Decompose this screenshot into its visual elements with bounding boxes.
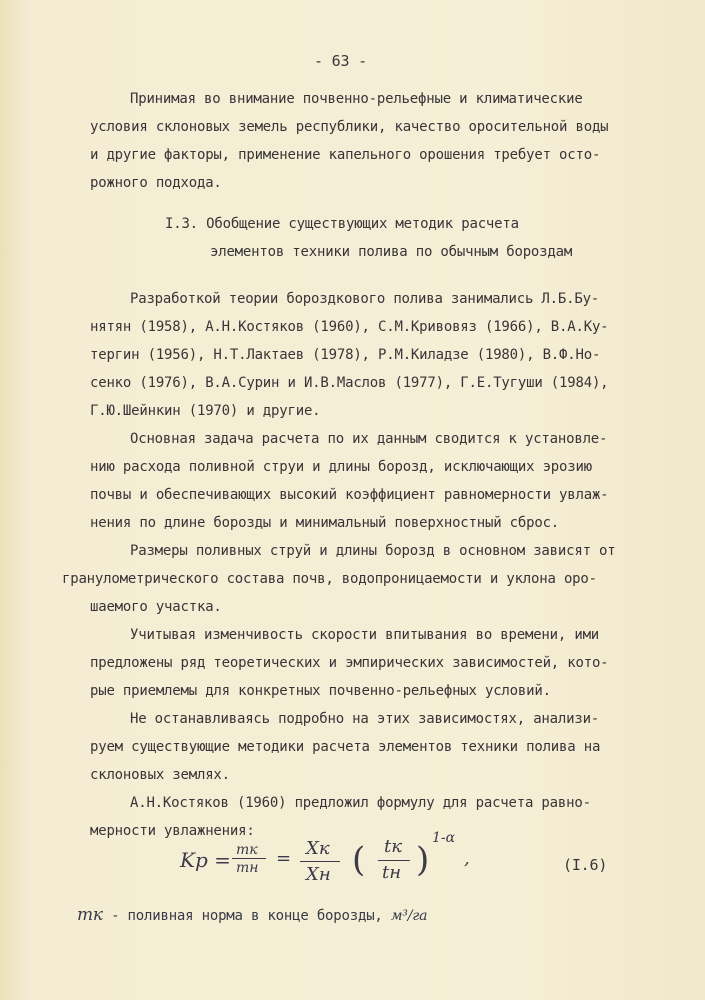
text-line: и другие факторы, применение капельного орошения требует осто- (90, 147, 601, 163)
text-line: руем существующие методики расчета элементов техники полива на (90, 739, 601, 755)
formula-tail: , (464, 848, 470, 869)
paren-close: ) (416, 840, 430, 880)
formula-frac2-den: Xн (306, 864, 331, 885)
text-line: Принимая во внимание почвенно-рельефные и климатические (130, 91, 583, 107)
text-line: гранулометрического состава почв, водопроницаемости и уклона оро- (62, 571, 597, 587)
section-heading: элементов техники полива по обычным бороздам (210, 244, 573, 260)
fraction-bar (378, 860, 410, 861)
page-number: - 63 - (314, 52, 367, 70)
formula-lhs: Kp = (180, 848, 231, 872)
paren-open: ( (352, 840, 366, 880)
text-line: нию расхода поливной струи и длины борозд, исключающих эрозию (90, 459, 592, 475)
section-heading: I.3. Обобщение существующих методик расчета (165, 216, 519, 232)
formula-frac1-den: mн (236, 860, 259, 876)
formula-frac2-num: Xк (306, 838, 330, 859)
text-line: Учитывая изменчивость скорости впитывания во времени, ими (130, 627, 600, 643)
symbol-unit: м³/га (390, 908, 428, 924)
text-line: рые приемлемы для конкретных почвенно-рельефных условий. (90, 683, 551, 699)
symbol-text: - поливная норма в конце борозды, (102, 908, 383, 924)
formula-eq2: = (276, 848, 292, 869)
text-line: А.Н.Костяков (1960) предложил формулу для расчета равно- (130, 795, 591, 811)
text-line: рожного подхода. (90, 175, 222, 191)
fraction-bar (232, 858, 266, 859)
text-line: Основная задача расчета по их данным сводится к установле- (130, 431, 608, 447)
symbol: mк (77, 905, 103, 925)
text-line: мерности увлажнения: (90, 823, 255, 839)
text-line: склоновых землях. (90, 767, 230, 783)
equation-number: (I.6) (563, 856, 608, 874)
symbol-definition (77, 905, 427, 925)
text-line: Размеры поливных струй и длины борозд в основном зависят от (130, 543, 616, 559)
text-line: предложены ряд теоретических и эмпирических зависимостей, кото- (90, 655, 609, 671)
formula-frac3-den: tн (382, 862, 402, 883)
text-line: Не останавливаясь подробно на этих зависимостях, анализи- (130, 711, 600, 727)
text-line: нятян (1958), А.Н.Костяков (1960), С.М.Кривовяз (1966), В.А.Ку- (90, 319, 609, 335)
text-line: почвы и обеспечивающих высокий коэффициент равномерности увлаж- (90, 487, 609, 503)
formula-frac3-num: tк (384, 836, 402, 857)
formula-exponent: 1-α (432, 830, 456, 846)
fraction-bar (300, 861, 340, 862)
text-line: шаемого участка. (90, 599, 222, 615)
text-line: условия склоновых земель республики, качество оросительной воды (90, 119, 609, 135)
text-line: нения по длине борозды и минимальный поверхностный сброс. (90, 515, 560, 531)
text-line: тергин (1956), Н.Т.Лактаев (1978), Р.М.Киладзе (1980), В.Ф.Но- (90, 347, 601, 363)
formula-frac1-num: mк (236, 842, 258, 858)
text-line: Г.Ю.Шейнкин (1970) и другие. (90, 403, 321, 419)
formula (180, 830, 480, 888)
text-line: Разработкой теории бороздкового полива занимались Л.Б.Бу- (130, 291, 600, 307)
text-line: сенко (1976), В.А.Сурин и И.В.Маслов (1977), Г.Е.Тугуши (1984), (90, 375, 609, 391)
